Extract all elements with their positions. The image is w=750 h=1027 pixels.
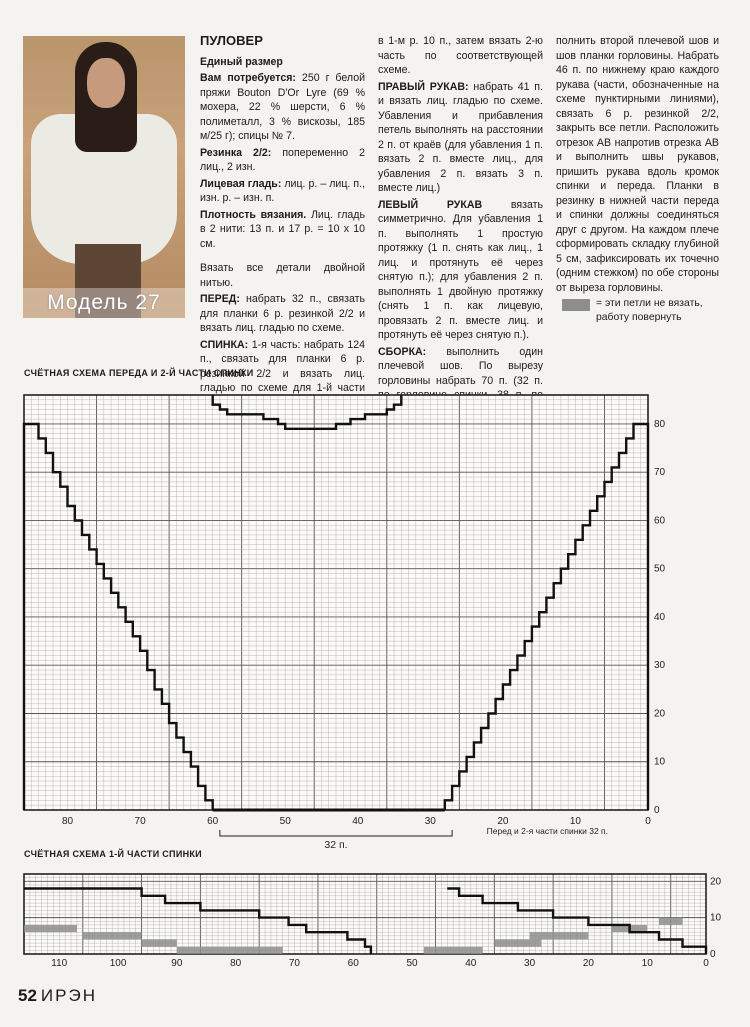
chart1-y-tick-label: 40: [654, 611, 666, 623]
chart2-skip-stitches: [424, 947, 483, 954]
chart2-x-tick-label: 20: [582, 958, 594, 969]
chart1-x-tick-label: 10: [569, 816, 582, 827]
article-column-3: полнить второй плечевой шов и шов планки горловины. Набрать 46 п. по нижнему краю каждого рукава (части, обозначенные на схеме пунктирными линиями), связать 6 р. резинкой 2/2, закрыть все петли. Расположить отрезок АВ напротив отрезка АВ и выполнить швы рукавов, пришить рукава вдоль кромок спинки и переда. Планки в резинку в нижней части переда и спинки должны соединяться друг с другом. На каждом плече сформировать складку глубиной 5 см, зафиксировать их точечно (одним стежком) по обе стороны от выреза горловины.: [556, 35, 719, 294]
chart2-x-tick-label: 30: [524, 958, 536, 969]
chart-front-title: СЧЁТНАЯ СХЕМА ПЕРЕДА И 2-Й ЧАСТИ СПИНКИ: [24, 368, 254, 378]
chart2-skip-stitches: [530, 932, 589, 939]
model-photo: [23, 36, 185, 318]
chart1-x-tick-label: 20: [497, 816, 509, 827]
chart1-y-tick-label: 60: [654, 515, 666, 527]
chart1-y-tick-label: 50: [654, 563, 666, 575]
chart2-skip-stitches: [177, 947, 283, 954]
chart2-x-tick-label: 90: [171, 958, 183, 969]
chart2-y-tick-label: 10: [710, 912, 722, 924]
chart1-x-tick-label: 40: [352, 816, 364, 827]
page-number: 52: [18, 986, 37, 1005]
chart1-note: Перед и 2-я части спинки 32 п.: [486, 826, 608, 836]
chart1-y-tick-label: 70: [654, 467, 666, 479]
article-column-1: ПУЛОВЕР Единый размер Вам потребуется: 250 г белой пряжи Bouton D'Or Lyre (69 % мохера, 22 % шерсти, 6 % полиметалл, 3 % вискозы, 185 м/25 г); спицы № 7. Резинка 2/2: попеременно 2 лиц., 2 изн. Лицевая гладь: лиц. р. – лиц. п., изн. р. – изн. п. Плотность вязания. Лиц. гладь в 2 нити: 13 п. и 17 р. = 10 x 10 см. Вязать все детали двойной нитью. ПЕРЕД: набрать 32 п., связать для планки 6 р. резинкой 2/2 и вязать лиц. гладью по схеме. СПИНКА: 1-я часть: набрать 124 п., связать для планки 6 р. резинкой 2/2 и вязать лиц. гладью по схеме для 1-й части: [200, 33, 366, 394]
magazine-name: ИРЭН: [40, 986, 97, 1005]
chart2-skip-stitches: [142, 939, 177, 946]
chart2-skip-stitches: [83, 932, 142, 939]
chart2-skip-stitches: [659, 918, 683, 925]
chart1-y-tick-label: 0: [654, 805, 660, 816]
chart2-x-tick-label: 70: [288, 958, 301, 969]
page-footer: [18, 986, 97, 1006]
chart2-x-tick-label: 10: [641, 958, 653, 969]
size-label: Единый размер: [200, 55, 283, 68]
chart2-y-tick-label: 20: [710, 876, 722, 888]
article-title: ПУЛОВЕР: [200, 33, 263, 48]
chart2-x-tick-label: 0: [703, 958, 709, 969]
chart1-x-tick-label: 80: [61, 816, 74, 827]
chart-front-and-back-part-2: [0, 380, 750, 850]
chart2-x-tick-label: 100: [109, 958, 127, 969]
chart2-x-tick-label: 50: [406, 958, 418, 969]
chart1-x-tick-label: 50: [279, 816, 291, 827]
chart2-skip-stitches: [24, 925, 77, 932]
chart2-y-tick-label: 0: [710, 949, 716, 960]
model-caption: Модель 27: [23, 288, 185, 318]
chart1-y-tick-label: 80: [654, 418, 666, 430]
article-column-2: в 1-м р. 10 п., затем вязать 2-ю часть по соответствующей схеме. ПРАВЫЙ РУКАВ: набрать 41 п. и вязать лиц. гладью по схеме. Убавления и прибавления петель выполнять на расстоянии 2 п. от краёв (для убавления 1 п. вязать 2 п. вместе лиц., для убавления 2 п. вязать 3 п. вместе лиц.) ЛЕВЫЙ РУКАВ вязать симметрично. Для убавления 1 п. выполнять 1 простую протяжку (1 п. снять как лиц., 1 лиц. и протянуть её через снятую п.); для убавления 2 п. выполнять 1 двойную протяжку (снять 1 п. как лицевую, провязать 2 п. вместе лиц. и протянуть её через снятую п.). СБОРКА: выполнить один плечевой шов. По вырезу горловины набрать 70 п. (32 п.: [378, 35, 543, 387]
chart2-x-tick-label: 40: [465, 958, 477, 969]
chart1-x-tick-label: 60: [207, 816, 219, 827]
chart2-x-tick-label: 60: [347, 958, 359, 969]
chart-back-part-1-title: СЧЁТНАЯ СХЕМА 1-Й ЧАСТИ СПИНКИ: [24, 849, 202, 859]
chart2-x-tick-label: 110: [51, 958, 68, 969]
legend-text: = эти петли не вязать, работу повернуть: [596, 298, 703, 323]
chart1-width-bracket: [220, 830, 452, 836]
chart1-x-tick-label: 30: [424, 816, 436, 827]
chart1-width-label: 32 п.: [324, 839, 348, 850]
chart1-y-tick-label: 10: [654, 756, 666, 768]
chart2-skip-stitches: [494, 939, 541, 946]
chart1-x-tick-label: 0: [645, 816, 651, 827]
chart1-y-tick-label: 20: [654, 708, 666, 720]
chart1-x-tick-label: 70: [134, 816, 146, 827]
legend-swatch: [562, 299, 590, 311]
chart1-y-tick-label: 30: [654, 660, 666, 672]
chart-back-part-1: [0, 862, 750, 972]
chart2-x-tick-label: 80: [230, 958, 242, 969]
